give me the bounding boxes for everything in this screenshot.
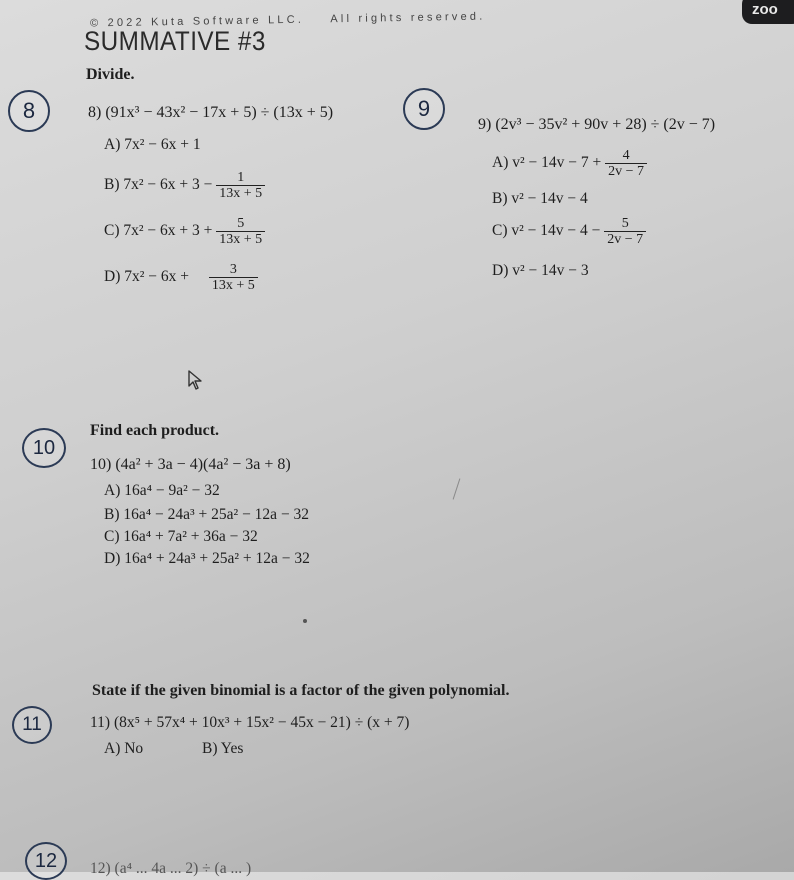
rights-text: All rights reserved. <box>330 10 486 26</box>
q8-option-d-text: D) 7x² − 6x + <box>104 268 189 286</box>
q9-option-c-text: C) v² − 14v − 4 − <box>492 222 601 240</box>
circle-number-12: 12 <box>25 842 67 880</box>
q9-option-a[interactable] <box>492 148 647 179</box>
question-10-prompt: 10) (4a² + 3a − 4)(4a² − 3a + 8) <box>90 456 291 473</box>
question-11-prompt: 11) (8x⁵ + 57x⁴ + 10x³ + 15x² − 45x − 21) ÷ (x + 7) <box>90 714 410 731</box>
q10-option-c[interactable]: C) 16a⁴ + 7a² + 36a − 32 <box>104 528 258 545</box>
q11-option-a[interactable]: A) No <box>104 740 144 757</box>
q10-option-a[interactable]: A) 16a⁴ − 9a² − 32 <box>104 482 220 499</box>
q9-option-c-fraction: $\frac{5}{2v - 7}$ <box>604 216 646 247</box>
circle-number-11: 11 <box>12 706 52 744</box>
q8-option-b-text: B) 7x² − 6x + 3 − <box>104 176 213 194</box>
circle-number-10: 10 <box>22 428 66 468</box>
copyright-text: © 2022 Kuta Software LLC. <box>89 13 305 30</box>
pencil-mark <box>453 478 461 499</box>
question-9-prompt: 9) (2v³ − 35v² + 90v + 28) ÷ (2v − 7) <box>478 116 716 133</box>
mouse-cursor-icon <box>187 370 205 390</box>
question-12-prompt: 12) (a⁴ ... 4a ... 2) ÷ (a ... ) <box>90 860 252 877</box>
q8-option-c[interactable] <box>104 216 265 247</box>
circle-number-8: 8 <box>8 90 50 132</box>
q8-option-b[interactable] <box>104 170 265 201</box>
q8-option-c-text: C) 7x² − 6x + 3 + <box>104 222 213 240</box>
q9-option-a-fraction: $\frac{4}{2v - 7}$ <box>605 148 647 179</box>
question-8-prompt: 8) (91x³ − 43x² − 17x + 5) ÷ (13x + 5) <box>88 104 334 121</box>
q8-option-b-fraction: $\frac{1}{13x + 5}$ <box>216 170 265 201</box>
zoom-badge[interactable]: zoo <box>742 0 794 24</box>
q10-option-d[interactable]: D) 16a⁴ + 24a³ + 25a² + 12a − 32 <box>104 550 310 567</box>
q8-option-d[interactable] <box>104 262 258 293</box>
circle-number-9: 9 <box>403 88 445 130</box>
q11-option-b[interactable]: B) Yes <box>202 740 244 757</box>
q9-option-b[interactable]: B) v² − 14v − 4 <box>492 190 588 207</box>
pencil-dot <box>303 619 307 623</box>
page-title: SUMMATIVE #3 <box>84 26 266 56</box>
q9-option-c[interactable] <box>492 216 646 247</box>
q8-option-d-fraction: $\frac{3}{13x + 5}$ <box>209 262 258 293</box>
section-divide-heading: Divide. <box>86 66 135 83</box>
q10-option-b[interactable]: B) 16a⁴ − 24a³ + 25a² − 12a − 32 <box>104 506 310 523</box>
section-binomial-factor-heading: State if the given binomial is a factor of the given polynomial. <box>92 682 510 699</box>
section-find-product-heading: Find each product. <box>90 422 220 439</box>
q9-option-d[interactable]: D) v² − 14v − 3 <box>492 262 589 279</box>
q8-option-c-fraction: $\frac{5}{13x + 5}$ <box>216 216 265 247</box>
q8-option-a[interactable]: A) 7x² − 6x + 1 <box>104 136 201 153</box>
q9-option-a-text: A) v² − 14v − 7 + <box>492 154 602 172</box>
